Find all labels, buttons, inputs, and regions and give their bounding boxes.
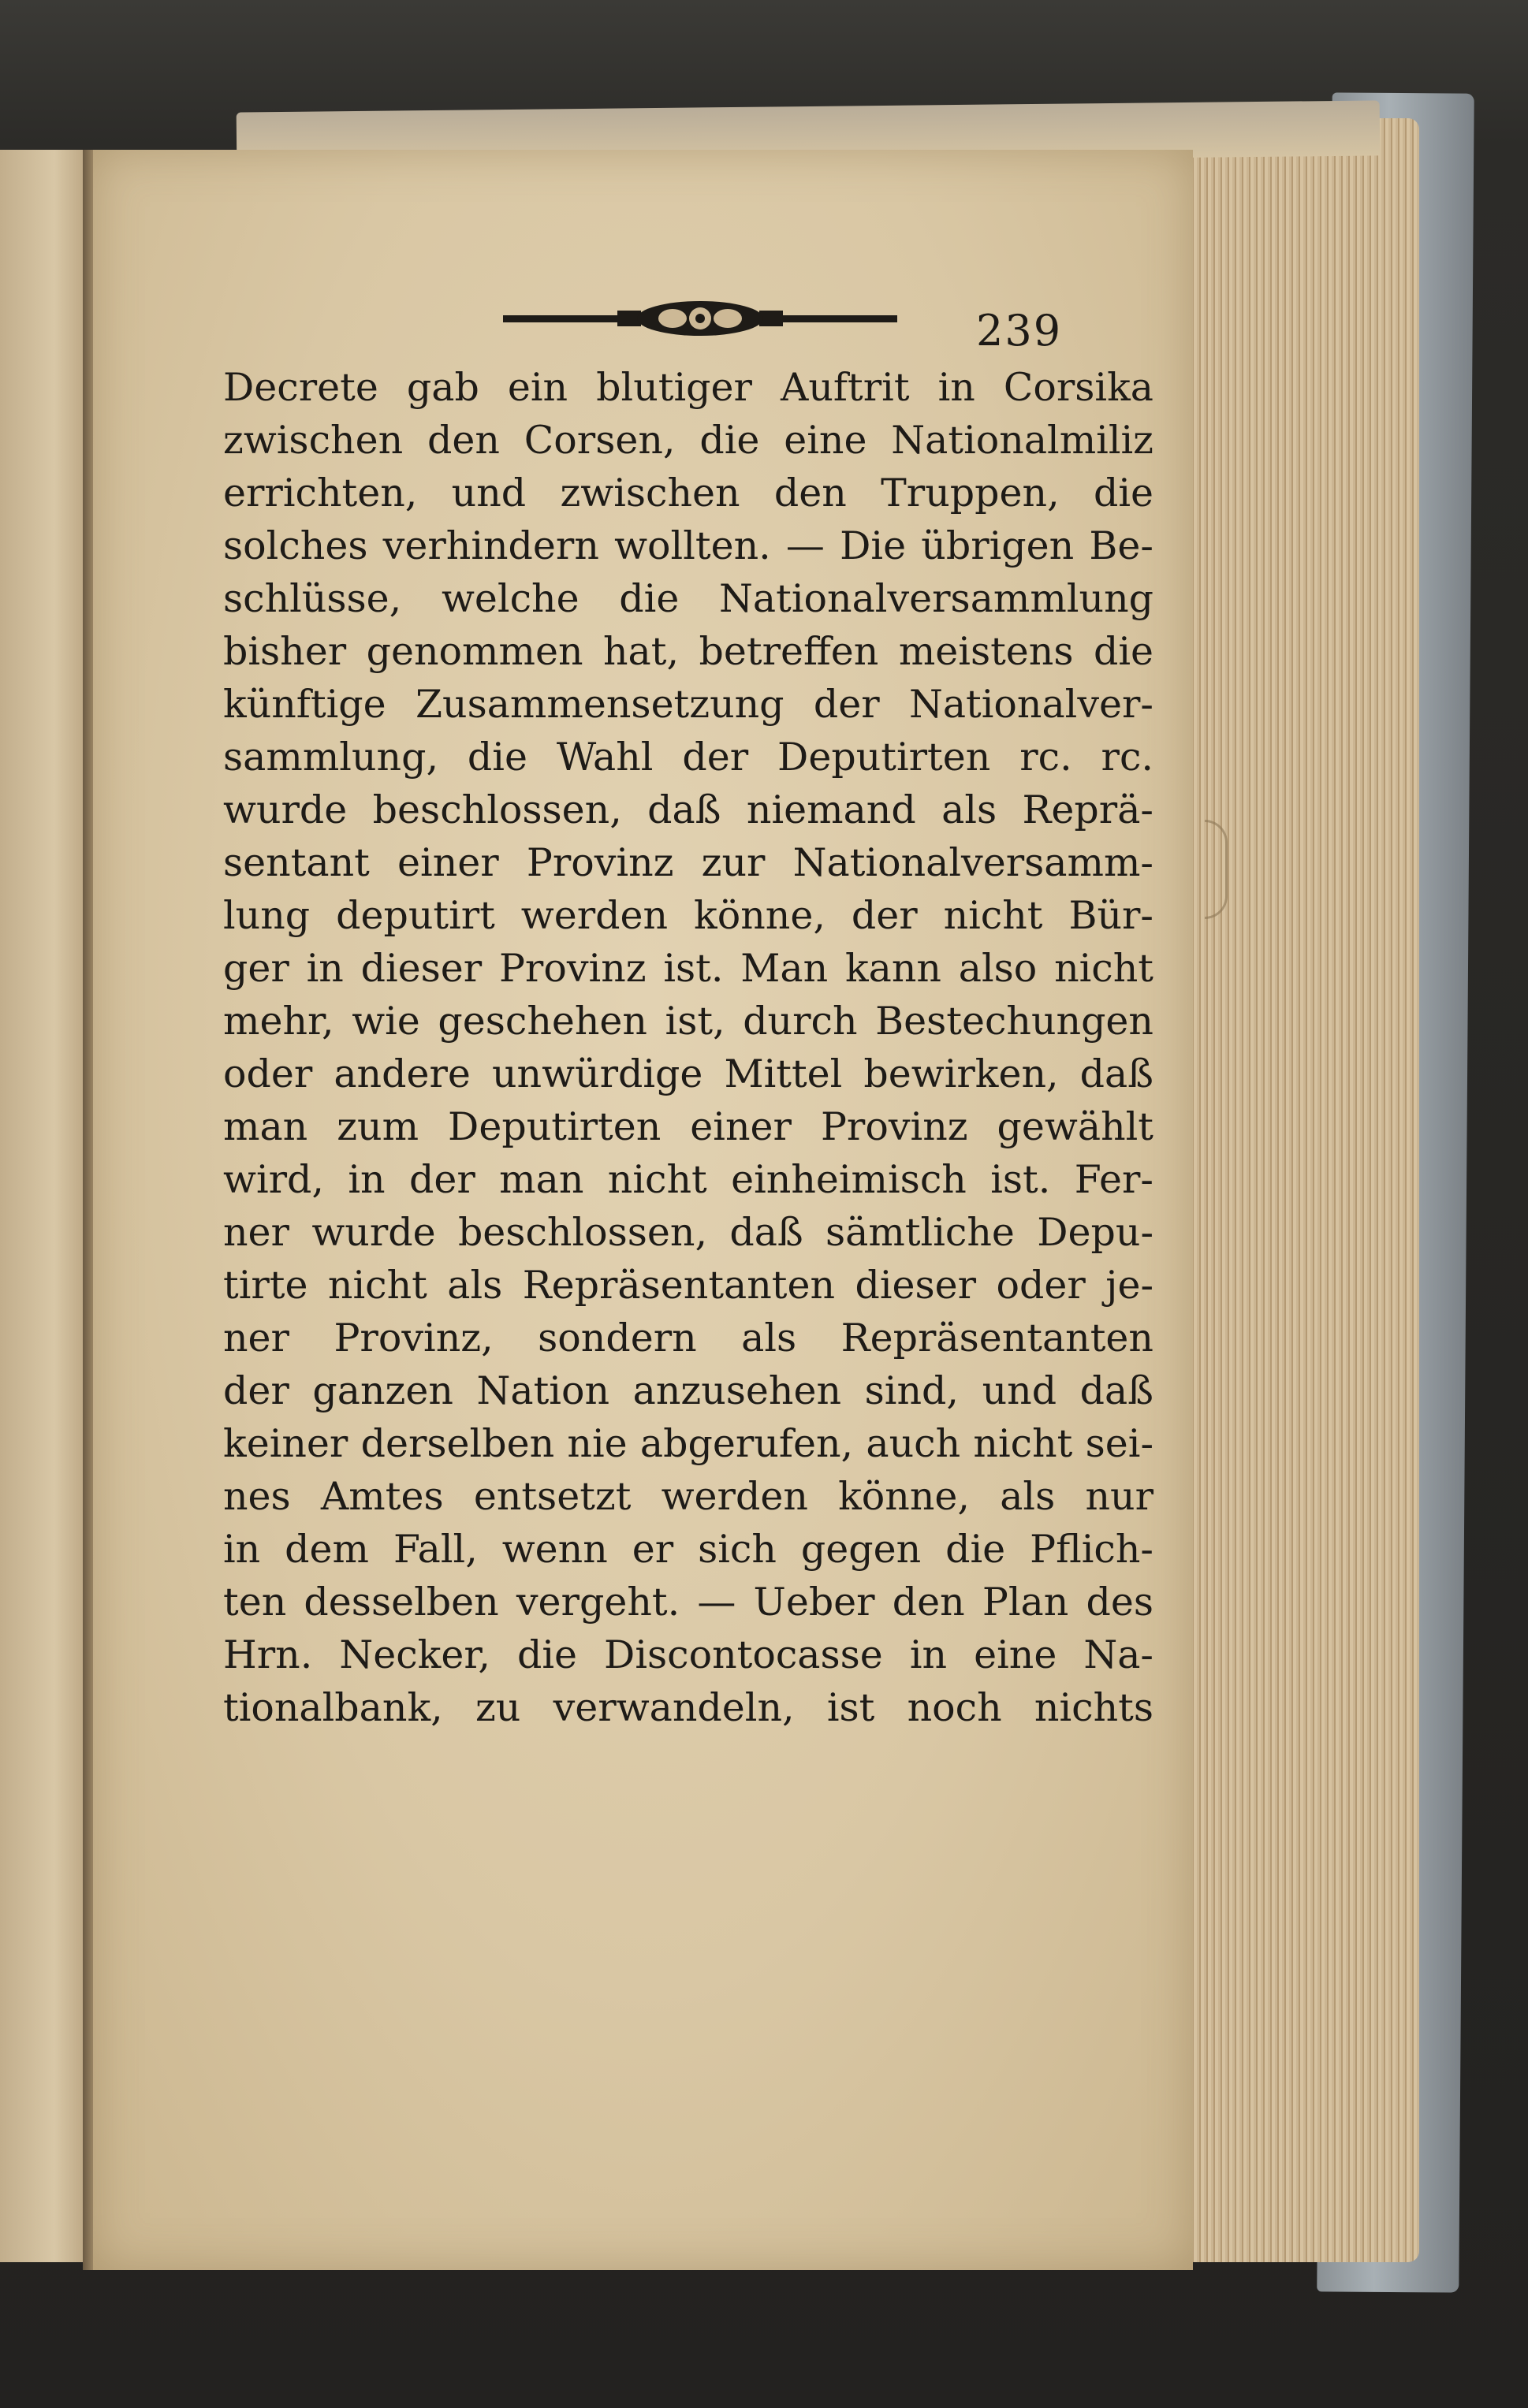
text-line: errichten, und zwischen den Truppen, die (223, 471, 1153, 515)
text-line: Hrn. Necker, die Discontocasse in eine Na- (223, 1632, 1153, 1677)
text-line: solches verhindern wollten. — Die übrigen Be- (223, 523, 1153, 568)
text-line: ner wurde beschlossen, daß sämtliche Depu- (223, 1210, 1153, 1255)
text-line: zwischen den Corsen, die eine Nationalmiliz (223, 418, 1153, 463)
book-page (93, 150, 1193, 2270)
text-line: Decrete gab ein blutiger Auftrit in Corsika (223, 365, 1153, 410)
text-line: der ganzen Nation anzusehen sind, und daß (223, 1368, 1153, 1413)
header-ornament (495, 300, 905, 337)
text-line: wird, in der man nicht einheimisch ist. Fer- (223, 1157, 1153, 1202)
text-line: tirte nicht als Repräsentanten dieser oder je- (223, 1263, 1153, 1308)
text-line: bisher genommen hat, betreffen meistens die (223, 629, 1153, 674)
text-line: wurde beschlossen, daß niemand als Reprä- (223, 787, 1153, 832)
text-line: lung deputirt werden könne, der nicht Bür- (223, 893, 1153, 938)
text-line: keiner derselben nie abgerufen, auch nicht sei- (223, 1421, 1153, 1466)
text-line: oder andere unwürdige Mittel bewirken, daß (223, 1051, 1153, 1096)
page-number: 239 (976, 306, 1063, 355)
text-line: tionalbank, zu verwandeln, ist noch nichts (223, 1685, 1153, 1730)
text-line: mehr, wie geschehen ist, durch Bestechungen (223, 999, 1153, 1044)
text-line: in dem Fall, wenn er sich gegen die Pflich- (223, 1527, 1153, 1572)
text-line: ner Provinz, sondern als Repräsentanten (223, 1316, 1153, 1360)
text-line: ten desselben vergeht. — Ueber den Plan des (223, 1580, 1153, 1625)
text-line: künftige Zusammensetzung der Nationalver- (223, 682, 1153, 727)
text-line: man zum Deputirten einer Provinz gewählt (223, 1104, 1153, 1149)
text-line: nes Amtes entsetzt werden könne, als nur (223, 1474, 1153, 1519)
text-line: ger in dieser Provinz ist. Man kann also nicht (223, 946, 1153, 991)
page-body-text (223, 361, 1153, 1734)
page-crease (1205, 820, 1228, 919)
text-line: schlüsse, welche die Nationalversammlung (223, 576, 1153, 621)
text-line: sentant einer Provinz zur Nationalversamm- (223, 840, 1153, 885)
left-page-fragment (0, 150, 91, 2262)
page-edges (1183, 118, 1419, 2262)
text-line: sammlung, die Wahl der Deputirten rc. rc. (223, 735, 1153, 780)
